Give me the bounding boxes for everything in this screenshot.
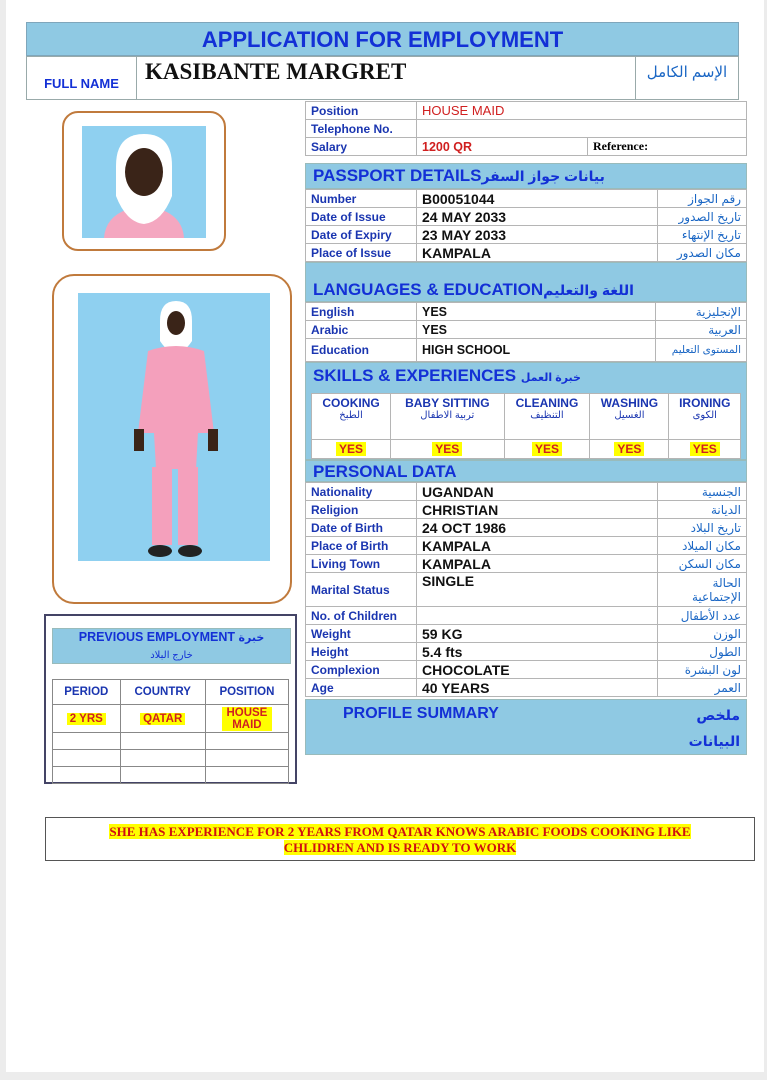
job-info-table	[305, 101, 747, 156]
profile-summary-title: PROFILE SUMMARY	[343, 705, 499, 722]
marital-status-label: Marital Status	[306, 573, 417, 607]
full-body-frame	[52, 274, 292, 604]
skill-cooking-value: YES	[336, 442, 366, 456]
age-value: 40 YEARS	[417, 679, 658, 697]
passport-title-ar: بيانات جواز السفر	[481, 168, 605, 184]
previous-employment-title-ar-2: خارج البلاد	[150, 650, 193, 661]
headshot-photo	[82, 126, 206, 238]
country-header: COUNTRY	[120, 680, 205, 705]
education-label: Education	[306, 339, 417, 362]
weight-ar: الوزن	[658, 625, 747, 643]
profile-summary-section	[305, 699, 747, 755]
reference-label: Reference:	[588, 138, 747, 156]
skills-title-ar: خبرة العمل	[520, 372, 581, 384]
issue-place-label: Place of Issue	[306, 244, 417, 262]
issue-date-ar: تاريخ الصدور	[658, 208, 747, 226]
full-body-photo	[78, 293, 270, 561]
arabic-value: YES	[417, 321, 656, 339]
nationality-label: Nationality	[306, 483, 417, 501]
birth-date-label: Date of Birth	[306, 519, 417, 537]
skills-table	[311, 393, 741, 459]
previous-employment-title-ar-1: خبرة	[238, 632, 265, 644]
previous-employment-box	[44, 614, 297, 784]
education-ar: المستوى التعليم	[656, 339, 747, 362]
arabic-ar: العربية	[656, 321, 747, 339]
issue-place-value: KAMPALA	[417, 244, 658, 262]
birth-place-ar: مكان الميلاد	[658, 537, 747, 555]
religion-label: Religion	[306, 501, 417, 519]
skill-ironing-value: YES	[690, 442, 720, 456]
full-name-value: KASIBANTE MARGRET	[145, 59, 407, 84]
passport-title: PASSPORT DETAILS	[313, 166, 482, 185]
passport-number-label: Number	[306, 190, 417, 208]
profile-summary-title-ar-2: البيانات	[688, 733, 740, 749]
weight-value: 59 KG	[417, 625, 658, 643]
living-town-value: KAMPALA	[417, 555, 658, 573]
full-name-row	[26, 56, 739, 100]
complexion-value: CHOCOLATE	[417, 661, 658, 679]
summary-line-1: SHE HAS EXPERIENCE FOR 2 YEARS FROM QATAR KNOWS ARABIC FOODS COOKING LIKE	[109, 824, 691, 839]
arabic-label: Arabic	[306, 321, 417, 339]
complexion-label: Complexion	[306, 661, 417, 679]
form-title: APPLICATION FOR EMPLOYMENT	[26, 22, 739, 56]
languages-section-header	[305, 262, 747, 302]
skill-washing-value: YES	[614, 442, 644, 456]
period-header: PERIOD	[53, 680, 121, 705]
full-name-label-ar: الإسم الكامل	[635, 57, 738, 99]
skill-cleaning: CLEANING التنظيف	[504, 394, 590, 440]
age-ar: العمر	[658, 679, 747, 697]
living-town-label: Living Town	[306, 555, 417, 573]
marital-status-value: SINGLE	[417, 573, 658, 607]
issue-date-value: 24 MAY 2033	[417, 208, 658, 226]
full-name-label: FULL NAME	[27, 57, 137, 99]
passport-number-ar: رقم الجواز	[658, 190, 747, 208]
english-label: English	[306, 303, 417, 321]
passport-number-value: B00051044	[417, 190, 658, 208]
summary-statement	[45, 817, 755, 861]
birth-date-value: 24 OCT 1986	[417, 519, 658, 537]
languages-table	[305, 302, 747, 362]
previous-employment-header	[52, 628, 291, 664]
skill-baby-sitting: BABY SITTING تربية الاطفال	[391, 394, 504, 440]
headshot-frame	[62, 111, 226, 251]
personal-data-header: PERSONAL DATA	[305, 460, 747, 482]
skill-baby-sitting-value: YES	[432, 442, 462, 456]
profile-summary-title-ar-1: ملخص	[696, 707, 740, 723]
position-header: POSITION	[205, 680, 288, 705]
previous-employment-table	[52, 679, 289, 784]
prev-period-value: 2 YRS	[67, 713, 106, 725]
birth-date-ar: تاريخ البلاد	[658, 519, 747, 537]
religion-ar: الديانة	[658, 501, 747, 519]
telephone-value	[417, 120, 747, 138]
prev-position-value: HOUSE MAID	[222, 707, 272, 731]
prev-country-value: QATAR	[140, 713, 185, 725]
position-label: Position	[306, 102, 417, 120]
height-value: 5.4 fts	[417, 643, 658, 661]
marital-status-ar: الحالة الإجتماعية	[658, 573, 747, 607]
nationality-value: UGANDAN	[417, 483, 658, 501]
issue-place-ar: مكان الصدور	[658, 244, 747, 262]
birth-place-label: Place of Birth	[306, 537, 417, 555]
english-value: YES	[417, 303, 656, 321]
passport-table	[305, 189, 747, 262]
living-town-ar: مكان السكن	[658, 555, 747, 573]
issue-date-label: Date of Issue	[306, 208, 417, 226]
birth-place-value: KAMPALA	[417, 537, 658, 555]
children-ar: عدد الأطفال	[658, 607, 747, 625]
english-ar: الإنجليزية	[656, 303, 747, 321]
skills-title: SKILLS & EXPERIENCES	[313, 366, 517, 385]
expiry-date-label: Date of Expiry	[306, 226, 417, 244]
expiry-date-value: 23 MAY 2033	[417, 226, 658, 244]
skill-washing: WASHING الغسيل	[590, 394, 669, 440]
skill-cleaning-value: YES	[532, 442, 562, 456]
skill-cooking: COOKING الطبخ	[312, 394, 391, 440]
expiry-date-ar: تاريخ الإنتهاء	[658, 226, 747, 244]
education-value: HIGH SCHOOL	[417, 339, 656, 362]
age-label: Age	[306, 679, 417, 697]
weight-label: Weight	[306, 625, 417, 643]
summary-line-2: CHLIDREN AND IS READY TO WORK	[283, 840, 517, 855]
salary-value: 1200 QR	[417, 138, 588, 156]
height-label: Height	[306, 643, 417, 661]
telephone-label: Telephone No.	[306, 120, 417, 138]
previous-employment-title: PREVIOUS EMPLOYMENT	[78, 630, 236, 644]
complexion-ar: لون البشرة	[658, 661, 747, 679]
nationality-ar: الجنسية	[658, 483, 747, 501]
height-ar: الطول	[658, 643, 747, 661]
personal-data-table	[305, 482, 747, 697]
children-value	[417, 607, 658, 625]
languages-title-ar: اللغة والتعليم	[543, 282, 634, 298]
passport-section-header	[305, 163, 747, 189]
skill-ironing: IRONING الكوى	[669, 394, 741, 440]
children-label: No. of Children	[306, 607, 417, 625]
languages-title: LANGUAGES & EDUCATION	[313, 280, 544, 299]
religion-value: CHRISTIAN	[417, 501, 658, 519]
position-value: HOUSE MAID	[417, 102, 747, 120]
salary-label: Salary	[306, 138, 417, 156]
